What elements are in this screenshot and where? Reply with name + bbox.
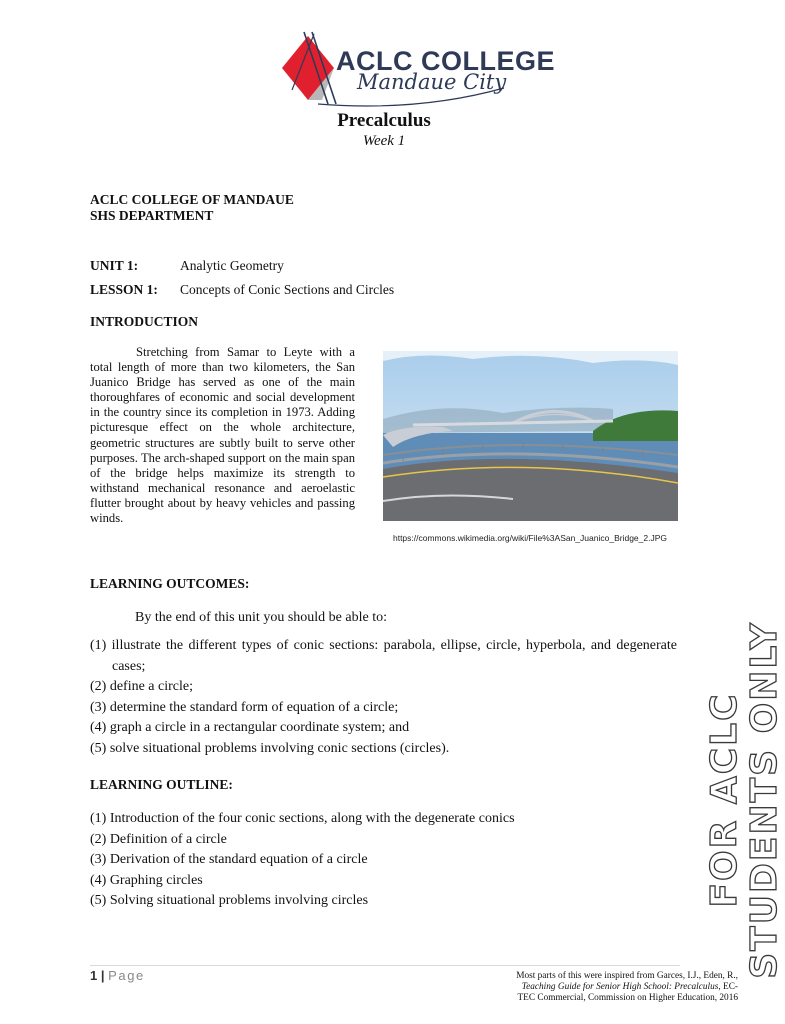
- outcomes-intro: By the end of this unit you should be able to:: [135, 610, 387, 625]
- school-name: ACLC COLLEGE OF MANDAUE: [90, 192, 294, 207]
- outcome-item: (4) graph a circle in a rectangular coordinate system; and: [90, 720, 410, 735]
- introduction-heading: INTRODUCTION: [90, 314, 199, 329]
- outcome-item: (1) illustrate the different types of conic sections: parabola, ellipse, circle, hyperbola, and degenerate cases;: [90, 638, 677, 674]
- introduction-paragraph: Stretching from Samar to Leyte with a total length of more than two kilometers, the San Juanico Bridge has served as one of the main thoroughfares of economic and social development in the country since its completion in 1973. Adding picturesque effect on the whole architecture, geometric structures are subtly built to serve other purposes. The arch-shaped support on the main span of the bridge helps maximize its strength to withstand mechanical resonance and aeroelastic flutter brought about by heavy vehicles and passing winds.: [90, 345, 355, 526]
- footer-divider: [90, 965, 680, 966]
- attribution-line-2: [470, 982, 738, 993]
- unit-value: Analytic Geometry: [180, 258, 284, 273]
- lesson-value: Concepts of Conic Sections and Circles: [180, 282, 395, 297]
- department-name: SHS DEPARTMENT: [90, 208, 214, 223]
- lesson-label: LESSON 1:: [90, 282, 158, 297]
- outline-heading: LEARNING OUTLINE:: [90, 777, 233, 792]
- outcome-item: (2) define a circle;: [90, 679, 193, 694]
- page-number: [90, 968, 145, 983]
- page-number-value: 1: [90, 968, 98, 983]
- outcomes-list: [90, 636, 677, 759]
- outline-list: [90, 809, 677, 912]
- bridge-photo: [383, 351, 678, 521]
- outline-item: (1) Introduction of the four conic sections, along with the degenerate conics: [90, 811, 515, 826]
- page-separator: |: [100, 968, 105, 983]
- page-label: Page: [108, 968, 145, 983]
- attribution-line-3: TEC Commercial, Commission on Higher Education, 2016: [517, 993, 738, 1003]
- footer-attribution: [470, 971, 738, 1004]
- logo-title: ACLC COLLEGE: [336, 46, 555, 76]
- outcome-item: (3) determine the standard form of equation of a circle;: [90, 699, 399, 715]
- unit-label: UNIT 1:: [90, 258, 139, 273]
- document-title: Precalculus: [337, 110, 431, 131]
- attribution-line-2-rest: , EC-: [718, 982, 738, 992]
- outcomes-heading: LEARNING OUTCOMES:: [90, 576, 250, 591]
- outcome-item: (5) solve situational problems involving conic sections (circles).: [90, 740, 450, 756]
- outline-item: (3) Derivation of the standard equation of a circle: [90, 852, 368, 867]
- logo-script: Mandaue City: [357, 70, 507, 94]
- outline-item: (4) Graphing circles: [90, 872, 203, 888]
- photo-caption: https://commons.wikimedia.org/wiki/File%3ASan_Juanico_Bridge_2.JPG: [392, 533, 667, 543]
- attribution-line-1: Most parts of this were inspired from Garces, I.J., Eden, R.,: [516, 971, 738, 981]
- outline-item: (5) Solving situational problems involving circles: [90, 893, 369, 908]
- document-subtitle: Week 1: [362, 133, 406, 149]
- attribution-book-title: Teaching Guide for Senior High School: Precalculus: [521, 982, 719, 992]
- students-only-watermark: FOR ACLC STUDENTS ONLY: [704, 621, 785, 979]
- outline-item: (2) Definition of a circle: [90, 831, 227, 847]
